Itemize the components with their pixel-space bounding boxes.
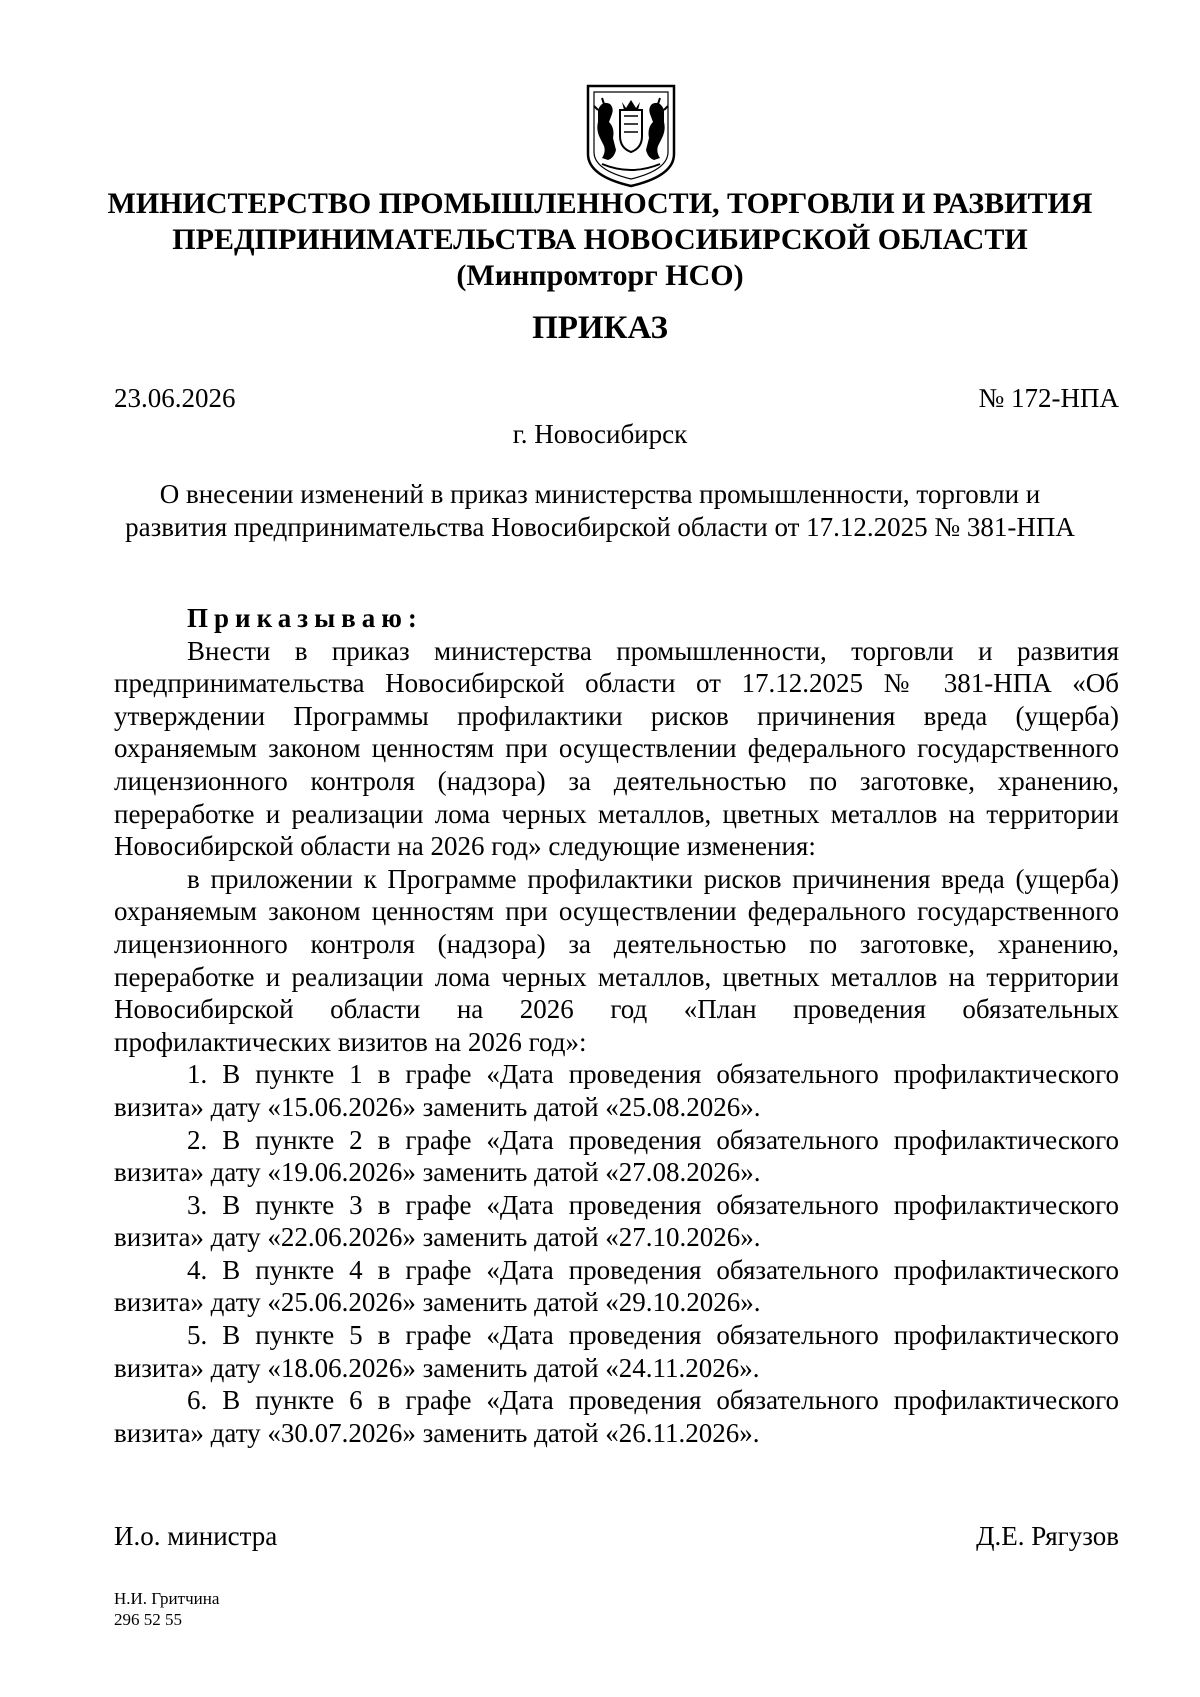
paragraph-item-1: 1. В пункте 1 в графе «Дата проведения обязательного профилактического визита» дату «15.06.2026» заменить датой «25.08.2026». <box>114 1059 1119 1122</box>
subject-line-2: развития предпринимательства Новосибирской области от 17.12.2025 № 381-НПА <box>125 512 1075 542</box>
paragraph-item-5: 5. В пункте 5 в графе «Дата проведения обязательного профилактического визита» дату «18.06.2026» заменить датой «24.11.2026». <box>114 1320 1119 1383</box>
paragraph-item-4: 4. В пункте 4 в графе «Дата проведения обязательного профилактического визита» дату «25.06.2026» заменить датой «29.10.2026». <box>114 1254 1119 1318</box>
executor-info <box>114 1588 219 1630</box>
document-date: 23.06.2026 <box>114 383 236 413</box>
org-line-1: МИНИСТЕРСТВО ПРОМЫШЛЕННОСТИ, ТОРГОВЛИ И РАЗВИТИЯ <box>107 187 1093 220</box>
document-number: № 172-НПА <box>978 383 1119 413</box>
paragraph-item-3: 3. В пункте 3 в графе «Дата проведения обязательного профилактического визита» дату «22.06.2026» заменить датой «27.10.2026». <box>114 1189 1119 1253</box>
signatory-position: И.о. министра <box>114 1521 278 1551</box>
paragraph-item-2: 2. В пункте 2 в графе «Дата проведения обязательного профилактического визита» дату «19.06.2026» заменить датой «27.08.2026». <box>114 1124 1119 1188</box>
paragraph-item-6: 6. В пункте 6 в графе «Дата проведения обязательного профилактического визита» дату «30.07.2026» заменить датой «26.11.2026». <box>114 1385 1119 1448</box>
organization-name <box>0 186 1200 294</box>
org-line-2: ПРЕДПРИНИМАТЕЛЬСТВА НОВОСИБИРСКОЙ ОБЛАСТИ <box>172 223 1028 256</box>
order-word: Приказываю: <box>187 603 423 633</box>
executor-name: Н.И. Гритчина <box>114 1589 220 1608</box>
subject-line-1: О внесении изменений в приказ министерства промышленности, торговли и <box>159 479 1041 509</box>
document-type-title: ПРИКАЗ <box>532 310 668 346</box>
org-short-name: (Минпромторг НСО) <box>456 259 744 292</box>
document-city: г. Новосибирск <box>512 419 688 449</box>
document-subject <box>100 478 1100 544</box>
signatory-name: Д.Е. Рягузов <box>976 1521 1119 1551</box>
document-body <box>114 602 1119 1449</box>
executor-phone: 296 52 55 <box>114 1610 182 1629</box>
paragraph-intro: Внести в приказ министерства промышленности, торговли и развития предпринимательства Новосибирской области от 17.12.2025 № 381-НПА «Об утверждении Программы профилактики рисков причинения вреда (ущерба) охраняемым законом ценностям при осуществлении федерального государственного лицензионного контроля (надзора) за деятельностью по заготовке, хранению, переработке и реализации лома черных металлов, цветных металлов на территории Новосибирской области на 2026 год» следующие изменения: <box>114 635 1119 862</box>
coat-of-arms-emblem <box>582 80 680 188</box>
paragraph-appendix: в приложении к Программе профилактики рисков причинения вреда (ущерба) охраняемым законом ценностям при осуществлении федерального государственного лицензионного контроля (надзора) за деятельностью по заготовке, хранению, переработке и реализации лома черных металлов, цветных металлов на территории Новосибирской области на 2026 год «План проведения обязательных профилактических визитов на 2026 год»: <box>114 863 1119 1057</box>
